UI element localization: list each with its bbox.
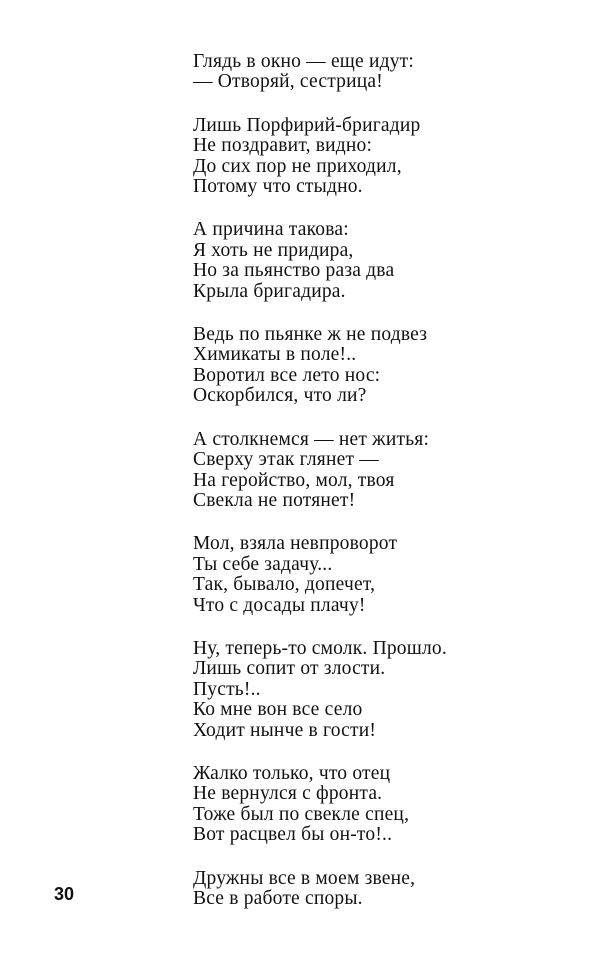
poem-line: Лишь Порфирий-бригадир: [193, 114, 421, 136]
poem-line: Жалко только, что отец: [193, 762, 391, 784]
poem-line: Все в работе споры.: [193, 888, 363, 909]
poem-line: Не вернулся с фронта.: [193, 783, 383, 805]
poem-line: Лишь сопит от злости.: [193, 658, 386, 680]
poem-line: Пусть!..: [193, 678, 261, 700]
stanza-1: [193, 52, 573, 93]
poem-line: Ты себе задачу...: [193, 553, 333, 575]
stanza-3: [193, 220, 573, 302]
poem-line: Не поздравит, видно:: [193, 135, 373, 157]
poem-line: Свекла не потянет!: [193, 489, 356, 511]
poem-line: — Отворяй, сестрица!: [193, 71, 383, 93]
poem-line: Дружны все в моем звене,: [193, 867, 416, 889]
poem-line: А столкнемся — нет житья:: [193, 428, 430, 450]
poem-line: Я хоть не придира,: [193, 239, 354, 261]
stanza-6: [193, 534, 573, 616]
poem-line: Так, бывало, допечет,: [193, 574, 376, 596]
poem-text: [193, 52, 573, 932]
poem-line: Ведь по пьянке ж не подвез: [193, 324, 428, 346]
poem-line: Крыла бригадира.: [193, 280, 346, 302]
stanza-9: [193, 869, 573, 910]
poem-line: Сверху этак глянет —: [193, 449, 379, 471]
stanza-2: [193, 116, 573, 198]
poem-line: Оскорбился, что ли?: [193, 385, 367, 407]
poem-line: Тоже был по свекле спец,: [193, 803, 410, 825]
stanza-4: [193, 325, 573, 407]
poem-line: А причина такова:: [193, 219, 349, 241]
poem-line: Вот расцвел бы он-то!..: [193, 824, 393, 846]
poem-line: На геройство, мол, твоя: [193, 469, 395, 491]
poem-line: Потому что стыдно.: [193, 176, 363, 198]
poem-line: Химикаты в поле!..: [193, 344, 357, 366]
stanza-7: [193, 639, 573, 741]
poem-line: Ходит нынче в гости!: [193, 719, 377, 741]
page-number: 30: [54, 884, 75, 904]
poem-line: Мол, взяла невпроворот: [193, 533, 398, 555]
poem-line: Воротил все лето нос:: [193, 364, 381, 386]
poem-line: Глядь в окно — еще идут:: [193, 51, 414, 72]
stanza-8: [193, 764, 573, 846]
poem-line: Ну, теперь-то смолк. Прошло.: [193, 637, 447, 659]
poem-line: Ко мне вон все село: [193, 699, 363, 721]
poem-line: До сих пор не приходил,: [193, 155, 402, 177]
stanza-5: [193, 430, 573, 512]
poem-line: Что с досады плачу!: [193, 594, 366, 616]
poem-line: Но за пьянство раза два: [193, 260, 395, 282]
